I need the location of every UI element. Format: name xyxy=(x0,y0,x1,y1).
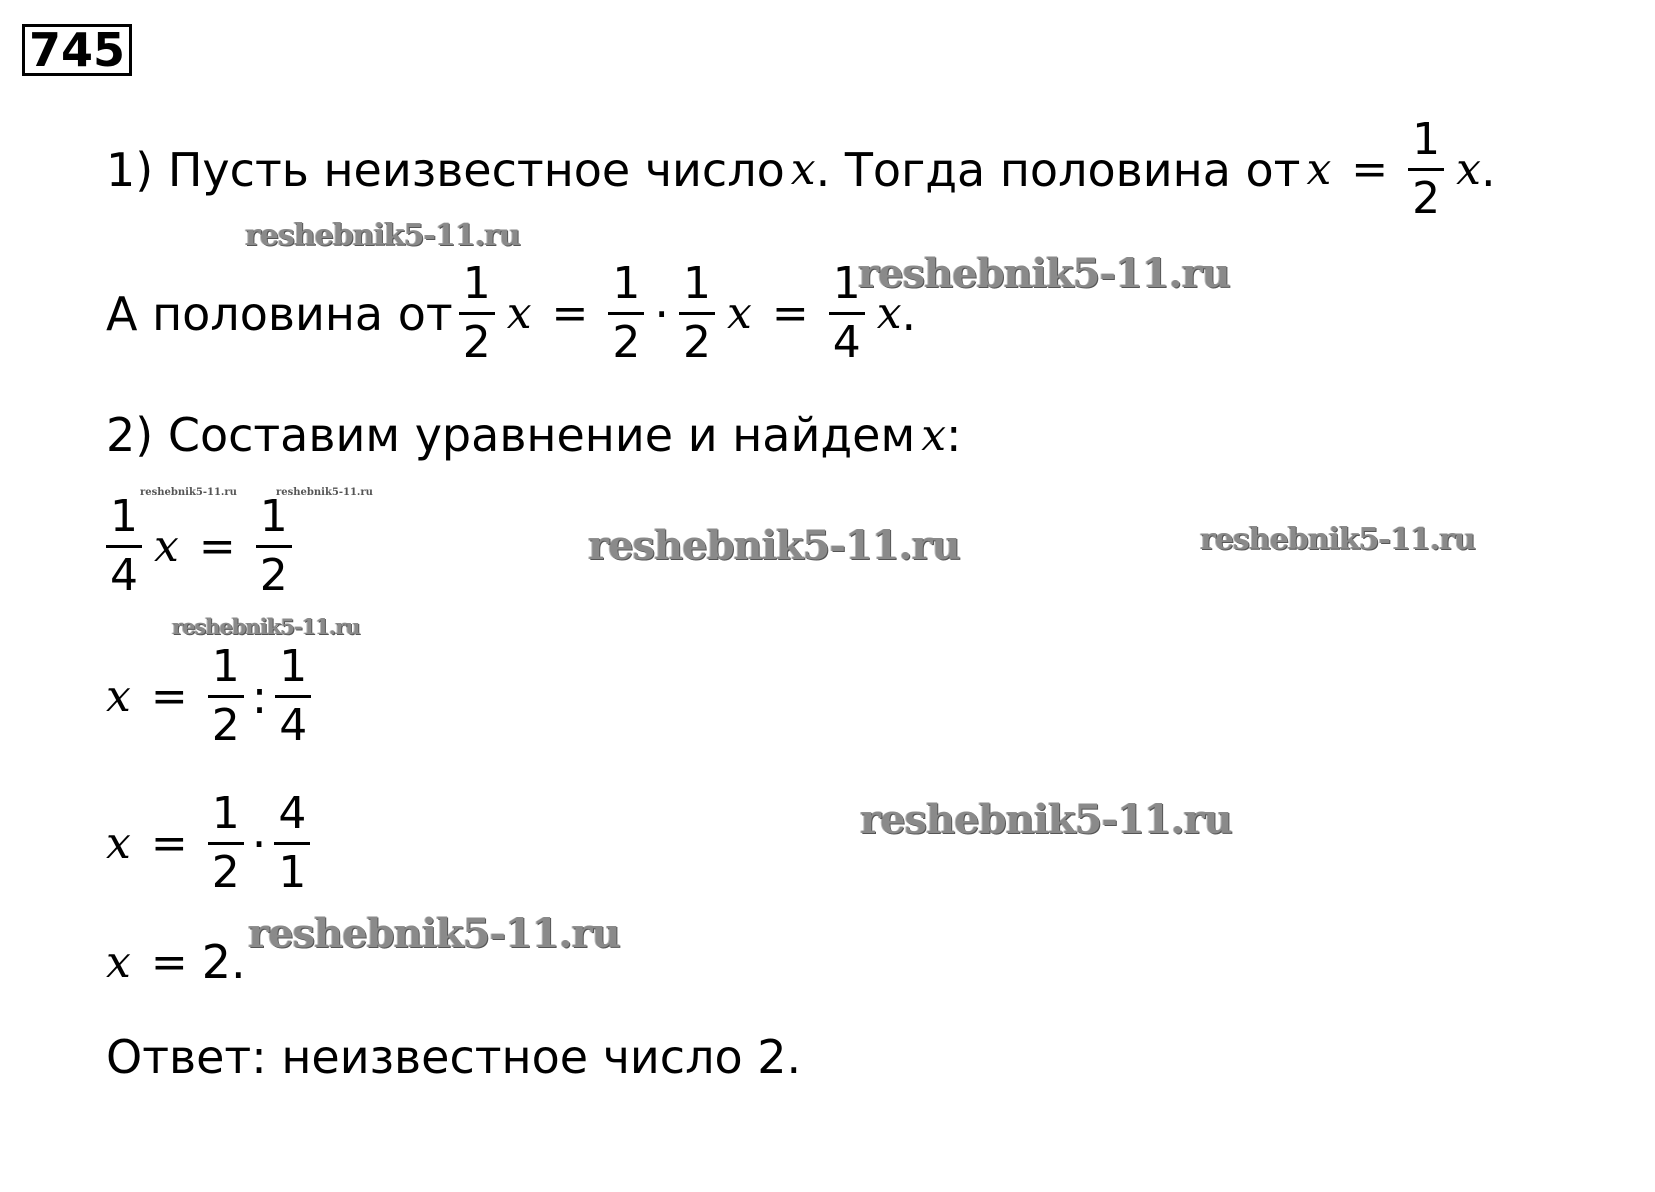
answer-line xyxy=(106,1030,801,1084)
watermark: reshebnik5-11.ru xyxy=(276,487,373,498)
eq3-fraction-2 xyxy=(274,788,310,898)
equation-2 xyxy=(106,641,317,751)
line3-var: x xyxy=(921,409,947,461)
line1-var3: x xyxy=(1456,144,1481,195)
line2-end: . xyxy=(901,286,917,341)
line2-dot: · xyxy=(654,286,670,341)
watermark: reshebnik5-11.ru xyxy=(858,250,1230,297)
numerator: 1 xyxy=(1412,114,1441,165)
statement-line-2 xyxy=(106,258,917,368)
denominator: 2 xyxy=(462,317,491,368)
statement-line-1 xyxy=(106,114,1496,224)
line2-var3: x xyxy=(876,288,902,339)
eq2-fraction-1 xyxy=(208,641,244,751)
numerator: 1 xyxy=(612,258,641,309)
eq3-fraction-1 xyxy=(208,788,244,898)
numerator: 1 xyxy=(279,641,308,692)
eq4-value: 2. xyxy=(201,935,246,989)
line1-text: 1) Пусть неизвестное число xyxy=(106,142,785,197)
numerator: 1 xyxy=(211,641,240,692)
watermark: reshebnik5-11.ru xyxy=(245,218,520,253)
equation-3 xyxy=(106,788,316,898)
denominator: 2 xyxy=(211,700,240,751)
line2-fraction-3 xyxy=(679,258,715,368)
denominator: 4 xyxy=(110,550,138,601)
denominator: 2 xyxy=(683,317,712,368)
numerator: 1 xyxy=(462,258,491,309)
line1-var2: x xyxy=(1306,144,1332,195)
numerator: 4 xyxy=(278,788,307,839)
watermark: reshebnik5-11.ru xyxy=(860,796,1232,843)
numerator: 1 xyxy=(259,491,288,542)
eq4-eq: = xyxy=(150,936,188,988)
watermark: reshebnik5-11.ru xyxy=(140,487,237,498)
numerator: 1 xyxy=(211,788,240,839)
eq4-var: x xyxy=(106,936,131,988)
line2-text: А половина от xyxy=(106,286,453,341)
equation-4 xyxy=(106,935,246,989)
line2-var2: x xyxy=(727,288,752,339)
eq3-var: x xyxy=(106,818,131,869)
line1-fraction xyxy=(1408,114,1444,224)
eq1-eq: = xyxy=(198,521,236,572)
line2-fraction-1 xyxy=(459,258,495,368)
denominator: 2 xyxy=(211,847,240,898)
statement-line-3 xyxy=(106,408,962,462)
eq2-fraction-2 xyxy=(275,641,311,751)
line1-text2: . Тогда половина от xyxy=(815,142,1301,197)
task-number: 745 xyxy=(22,24,132,76)
eq3-eq: = xyxy=(150,818,188,869)
numerator: 1 xyxy=(110,491,138,542)
line1-eq: = xyxy=(1351,144,1389,195)
denominator: 2 xyxy=(612,317,641,368)
line2-eq1: = xyxy=(551,288,589,339)
denominator: 4 xyxy=(279,700,308,751)
line3-end: : xyxy=(946,408,962,462)
line2-var1: x xyxy=(506,288,532,339)
watermark: reshebnik5-11.ru xyxy=(1200,522,1475,557)
eq2-var: x xyxy=(106,671,131,722)
watermark: reshebnik5-11.ru xyxy=(588,522,960,569)
eq2-op: : xyxy=(251,669,268,724)
eq2-eq: = xyxy=(150,671,188,722)
line1-var: x xyxy=(790,144,816,195)
watermark: reshebnik5-11.ru xyxy=(248,910,620,957)
denominator: 1 xyxy=(278,847,307,898)
eq1-fraction-1 xyxy=(106,491,142,601)
watermark: reshebnik5-11.ru xyxy=(172,614,360,639)
eq1-fraction-2 xyxy=(256,491,292,601)
denominator: 2 xyxy=(259,550,288,601)
answer-text: Ответ: неизвестное число 2. xyxy=(106,1030,802,1084)
line1-end: . xyxy=(1480,142,1496,197)
denominator: 4 xyxy=(832,317,861,368)
eq1-var: x xyxy=(154,521,179,572)
denominator: 2 xyxy=(1412,173,1441,224)
eq3-op: · xyxy=(251,816,267,871)
line3-text: 2) Составим уравнение и найдем xyxy=(106,408,916,462)
numerator: 1 xyxy=(683,258,712,309)
line2-eq2: = xyxy=(771,288,809,339)
line2-fraction-2 xyxy=(608,258,644,368)
numerator: 1 xyxy=(832,258,861,309)
